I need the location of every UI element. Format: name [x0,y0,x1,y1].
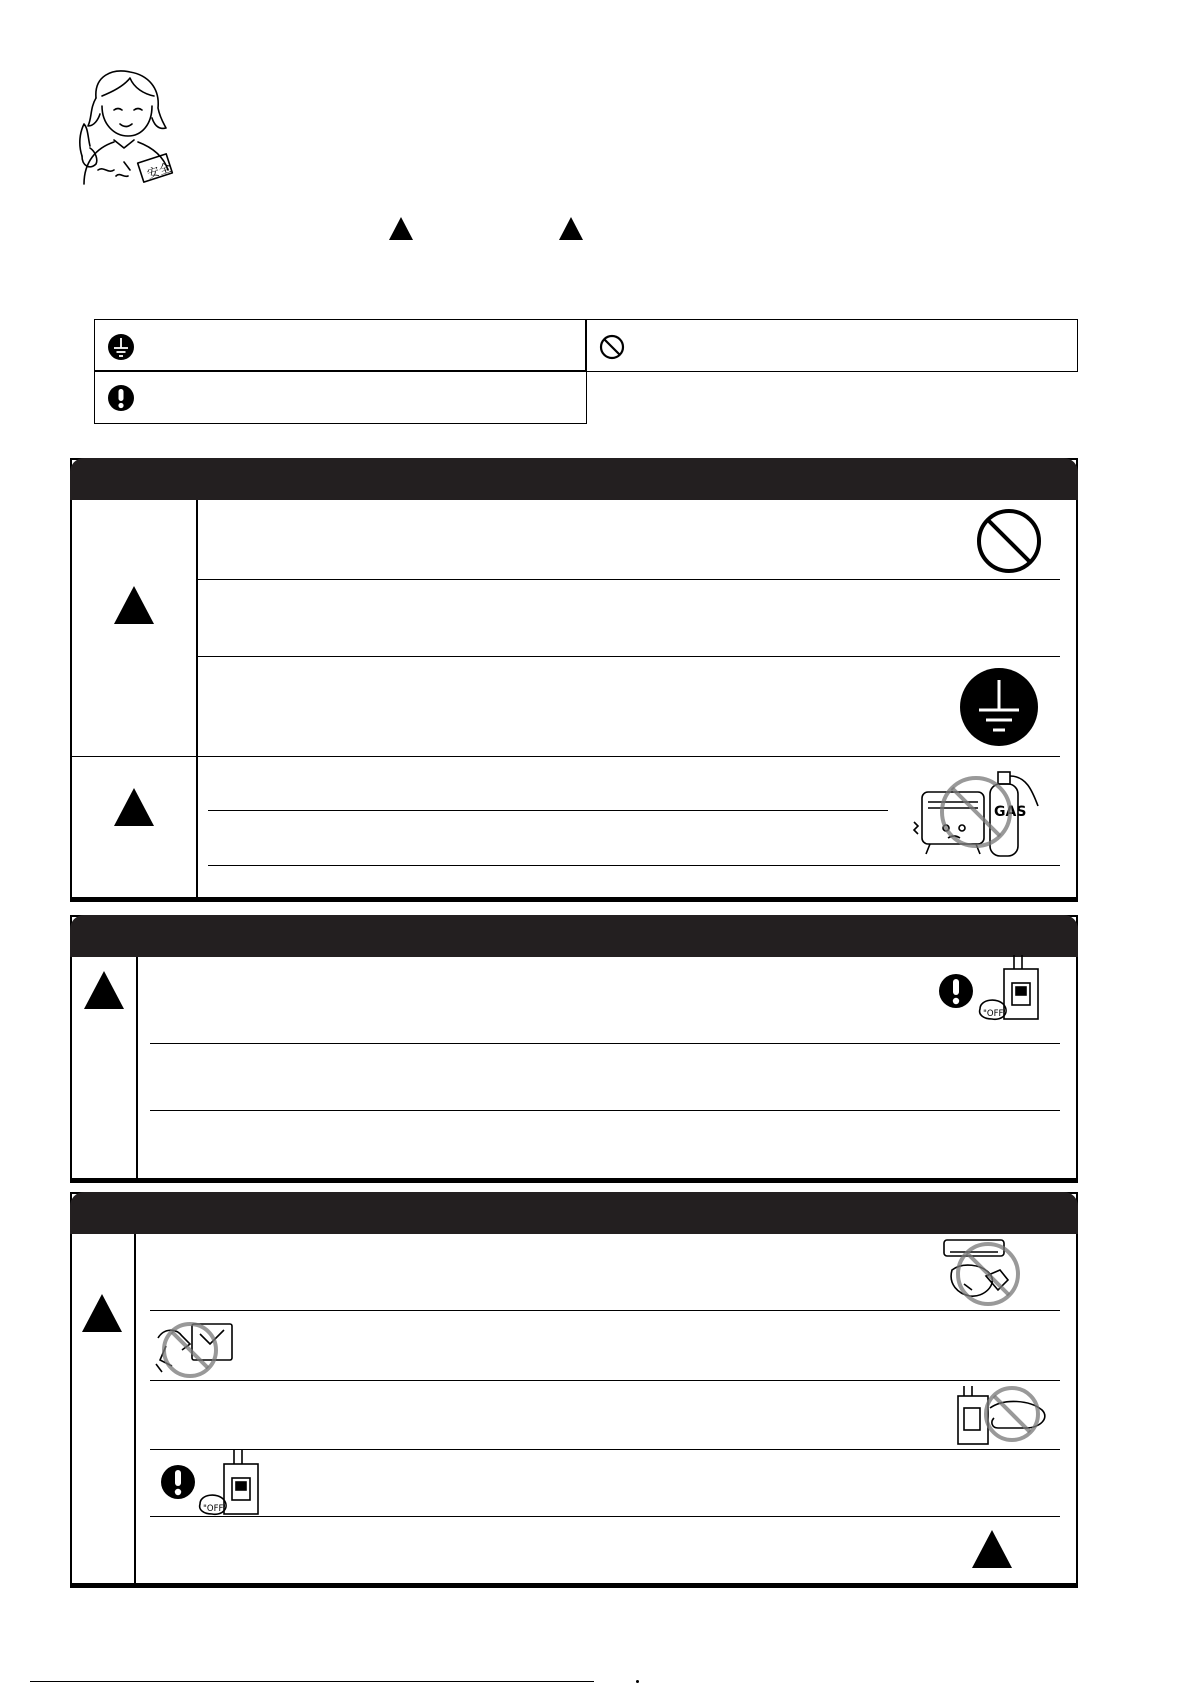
ground-icon [107,333,135,361]
off-label: "OFF" [983,1009,1008,1019]
exclamation-circle-icon [107,384,135,412]
legend-caution [94,370,587,424]
panel-icon-column [72,1234,136,1586]
exclamation-circle-icon [160,1464,196,1500]
warning-icon [114,586,154,624]
breaker-off-illustration [976,953,1048,1023]
no-dismantling-illustration [148,1316,244,1380]
caution-icon [559,217,583,240]
no-sleeping-under-unit-illustration [928,1236,1032,1308]
exclamation-circle-icon [938,973,974,1009]
ground-icon [958,666,1040,748]
legend-ground [94,319,587,372]
no-wet-hands-on-breaker-illustration [954,1384,1054,1448]
prohibited-icon [598,333,626,361]
safety-panel-1 [70,458,1078,902]
panel-header [70,915,1078,957]
off-label: "OFF" [203,1504,228,1514]
footer-mark [636,1680,639,1683]
prohibited-icon [974,506,1044,576]
breaker-off-illustration [196,1448,268,1518]
warning-icon [972,1530,1012,1568]
safety-panel-3 [70,1192,1078,1588]
panel-header [70,458,1078,500]
gas-hazard-illustration [910,766,1044,862]
panel-icon-column [72,500,198,900]
warning-icon [114,788,154,826]
gas-label: GAS [994,804,1027,820]
legend-prohibited [585,319,1078,372]
mascot-illustration [68,66,183,186]
warning-icon [82,1294,122,1332]
symbol-legend [94,319,1078,424]
mascot-badge-text: 安全 [145,160,173,182]
panel-header [70,1192,1078,1234]
warning-icon [389,217,413,240]
footer-rule [30,1681,594,1682]
safety-panel-2 [70,915,1078,1183]
warning-icon [84,971,124,1009]
